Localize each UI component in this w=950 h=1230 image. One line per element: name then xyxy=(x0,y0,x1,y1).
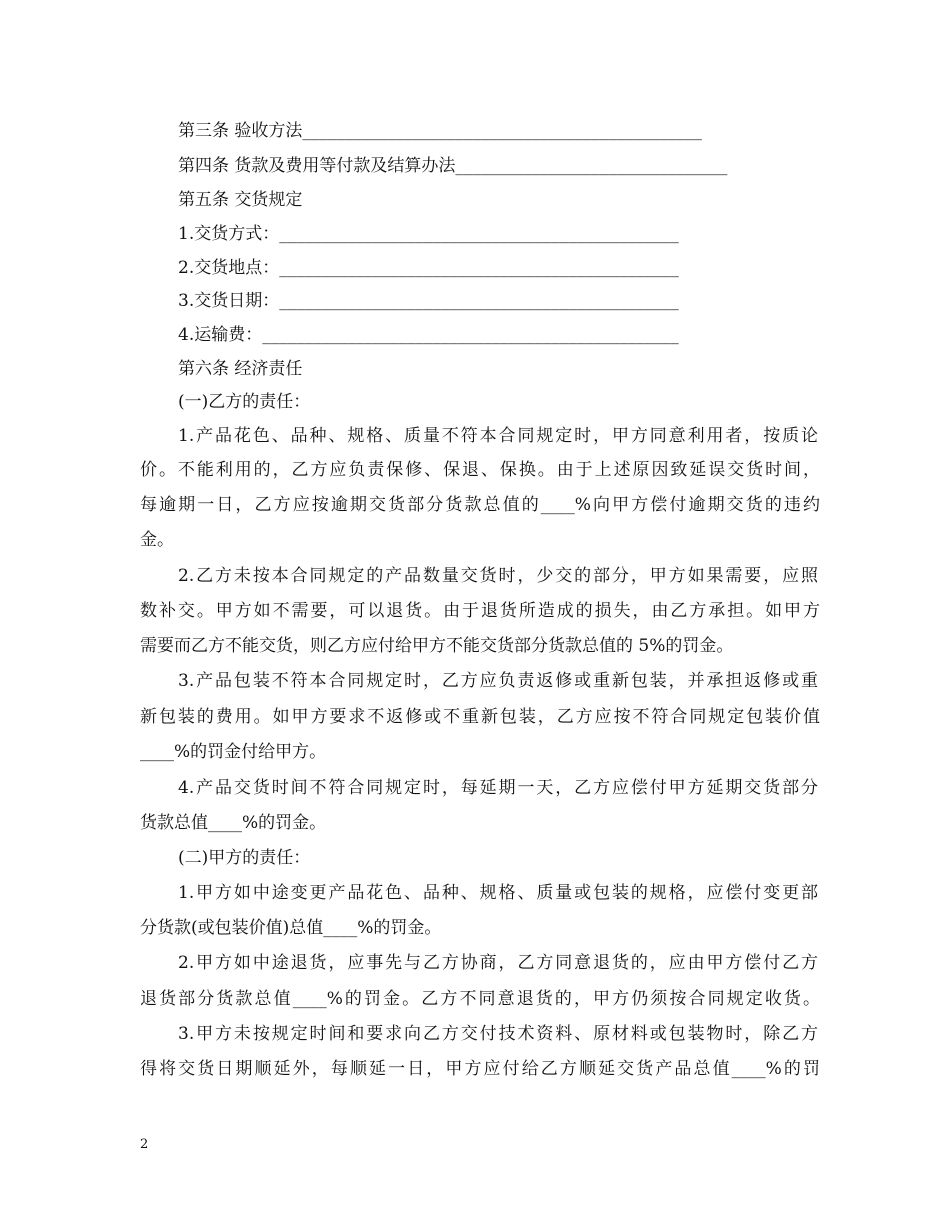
party-a-item-1-line-1: 1.甲方如中途变更产品花色、品种、规格、质量或包装的规格，应偿付变更部 xyxy=(178,883,818,903)
party-a-item-3-line-1: 3.甲方未按规定时间和要求向乙方交付技术资料、原材料或包装物时，除乙方 xyxy=(178,1024,818,1044)
party-a-item-2-line-2: 退货部分货款总值____%的罚金。乙方不同意退货的，甲方仍须按合同规定收货。 xyxy=(140,989,820,1009)
party-b-item-1-line-4: 金。 xyxy=(140,530,174,550)
party-b-item-2-line-2: 数补交。甲方如不需要，可以退货。由于退货所造成的损失，由乙方承担。如甲方 xyxy=(140,601,820,621)
party-b-item-2-line-3: 需要而乙方不能交货，则乙方应付给甲方不能交货部分货款总值的 5%的罚金。 xyxy=(140,636,734,656)
party-a-item-1-line-2: 分货款(或包装价值)总值____%的罚金。 xyxy=(140,918,442,938)
party-b-responsibility-heading: (一)乙方的责任： xyxy=(178,392,311,412)
freight: 4.运输费：_________________________________________________ xyxy=(178,325,679,345)
clause-4-payment: 第四条 货款及费用等付款及结算办法________________________________ xyxy=(178,156,728,176)
party-b-item-3-line-1: 3.产品包装不符本合同规定时，乙方应负责返修或重新包装，并承担返修或重 xyxy=(178,671,818,691)
page-number: 2 xyxy=(140,1137,149,1152)
party-b-item-3-line-3: ____%的罚金付给甲方。 xyxy=(140,742,327,762)
party-b-item-1-line-3: 每逾期一日，乙方应按逾期交货部分货款总值的____%向甲方偿付逾期交货的违约 xyxy=(140,495,820,515)
delivery-method: 1.交货方式：_______________________________________________ xyxy=(178,224,679,244)
delivery-location: 2.交货地点：_______________________________________________ xyxy=(178,258,679,278)
party-b-item-1-line-1: 1.产品花色、品种、规格、质量不符本合同规定时，甲方同意利用者，按质论 xyxy=(178,426,818,446)
party-a-item-3-line-2: 得将交货日期顺延外，每顺延一日，甲方应付给乙方顺延交货产品总值____%的罚 xyxy=(140,1059,820,1079)
party-b-item-2-line-1: 2.乙方未按本合同规定的产品数量交货时，少交的部分，甲方如果需要，应照 xyxy=(178,566,818,586)
party-b-item-4-line-1: 4.产品交货时间不符合同规定时，每延期一天，乙方应偿付甲方延期交货部分 xyxy=(178,778,818,798)
clause-3-acceptance: 第三条 验收方法_______________________________________________ xyxy=(178,121,702,141)
delivery-date: 3.交货日期：_______________________________________________ xyxy=(178,291,679,311)
clause-6-heading: 第六条 经济责任 xyxy=(178,359,303,379)
clause-5-heading: 第五条 交货规定 xyxy=(178,190,303,210)
party-b-item-3-line-2: 新包装的费用。如甲方要求不返修或不重新包装，乙方应按不符合同规定包装价值 xyxy=(140,707,820,727)
party-b-item-4-line-2: 货款总值____%的罚金。 xyxy=(140,813,327,833)
party-a-responsibility-heading: (二)甲方的责任： xyxy=(178,848,311,868)
party-a-item-2-line-1: 2.甲方如中途退货，应事先与乙方协商，乙方同意退货的，应由甲方偿付乙方 xyxy=(178,953,818,973)
party-b-item-1-line-2: 价。不能利用的，乙方应负责保修、保退、保换。由于上述原因致延误交货时间， xyxy=(140,460,820,480)
